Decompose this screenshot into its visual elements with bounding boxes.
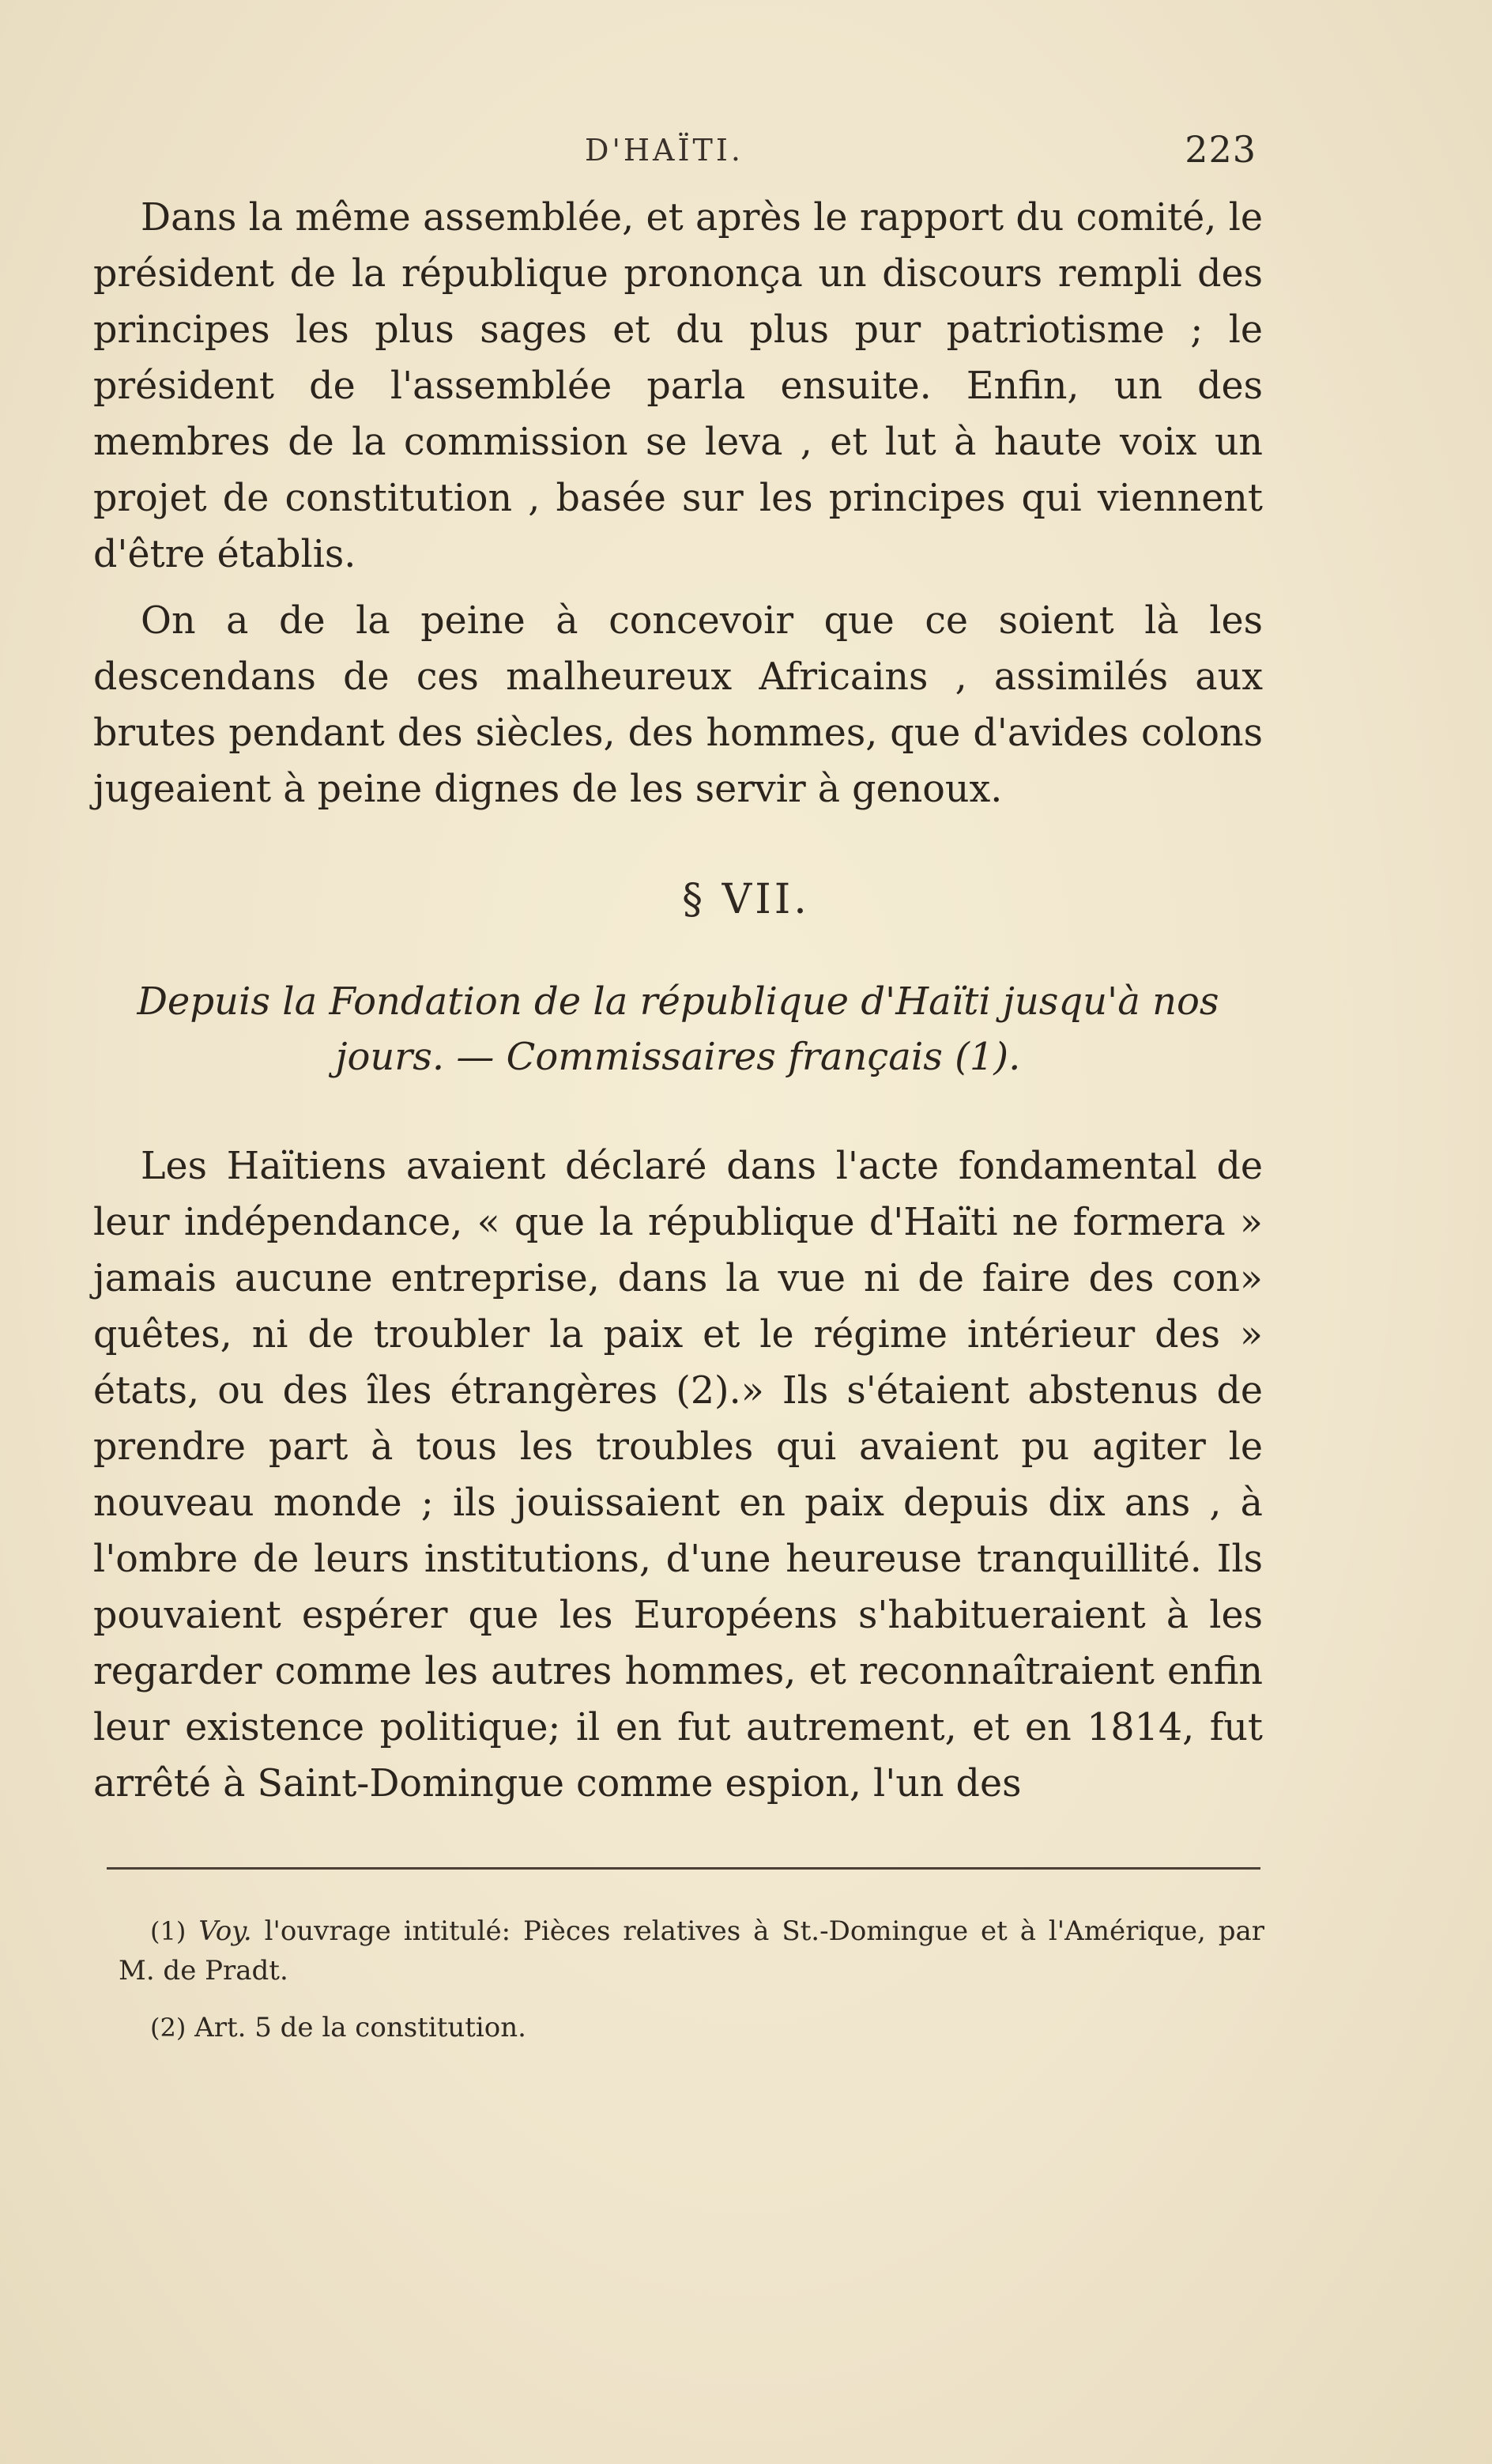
page-number: 223	[1185, 128, 1257, 171]
paragraph-haitians	[93, 1138, 1263, 1812]
paragraph-text: On a de la peine à concevoir que ce soient là les descendans de ces malheureux Africains , assimilés aux brutes pendant des siècles, des hommes, que d'avides colons jugeaient à peine dignes de les servir à genoux.	[93, 599, 1263, 811]
footnote-text: l'ouvrage intitulé: Pièces relatives à St.-Domingue et à l'Amérique, par M. de Pradt.	[119, 1915, 1264, 1987]
paragraph-descendants	[93, 593, 1263, 817]
paragraph-text: Les Haïtiens avaient déclaré dans l'acte fondamental de leur indépendance, « que la république d'Haïti ne formera » jamais aucune entreprise, dans la vue ni de faire des con» quêtes, ni de troubler la paix et le régime intérieur des » états, ou des îles étrangères (2).» Ils s'étaient abstenus de prendre part à tous les troubles qui avaient pu agiter le nouveau monde ; ils jouissaient en paix depuis dix ans , à l'ombre de leurs institutions, d'une heureuse tranquillité. Ils pouvaient espérer que les Européens s'habitueraient à les regarder comme les autres hommes, et reconnaîtraient enfin leur existence politique; il en fut autrement, et en 1814, fut arrêté à Saint-Domingue comme espion, l'un des	[93, 1145, 1263, 1806]
footnote-1	[119, 1911, 1264, 1990]
paragraph-text: Dans la même assemblée, et après le rapport du comité, le président de la république prononça un discours rempli des principes les plus sages et du plus pur patriotisme ; le président de l'assemblée parla ensuite. Enfin, un des membres de la commission se leva , et lut à haute voix un projet de constitution , basée sur les principes qui viennent d'être établis.	[93, 196, 1263, 576]
section-heading: § VII.	[682, 876, 810, 923]
paragraph-assembly	[93, 190, 1263, 583]
footnote-mark: (1)	[150, 1916, 186, 1946]
footnote-text: Art. 5 de la constitution.	[186, 2012, 526, 2043]
footnote-divider	[107, 1867, 1260, 1870]
page-header	[103, 128, 1257, 180]
running-title: D'HAÏTI.	[585, 133, 744, 168]
footnotes	[119, 1911, 1264, 2065]
footnote-2	[119, 2008, 1264, 2047]
section-subtitle: Depuis la Fondation de la république d'Haïti jusqu'à nos jours. — Commissaires français (1).	[137, 979, 1219, 1079]
footnote-mark: (2)	[150, 2013, 186, 2043]
footnote-abbreviation: Voy.	[198, 1915, 252, 1947]
